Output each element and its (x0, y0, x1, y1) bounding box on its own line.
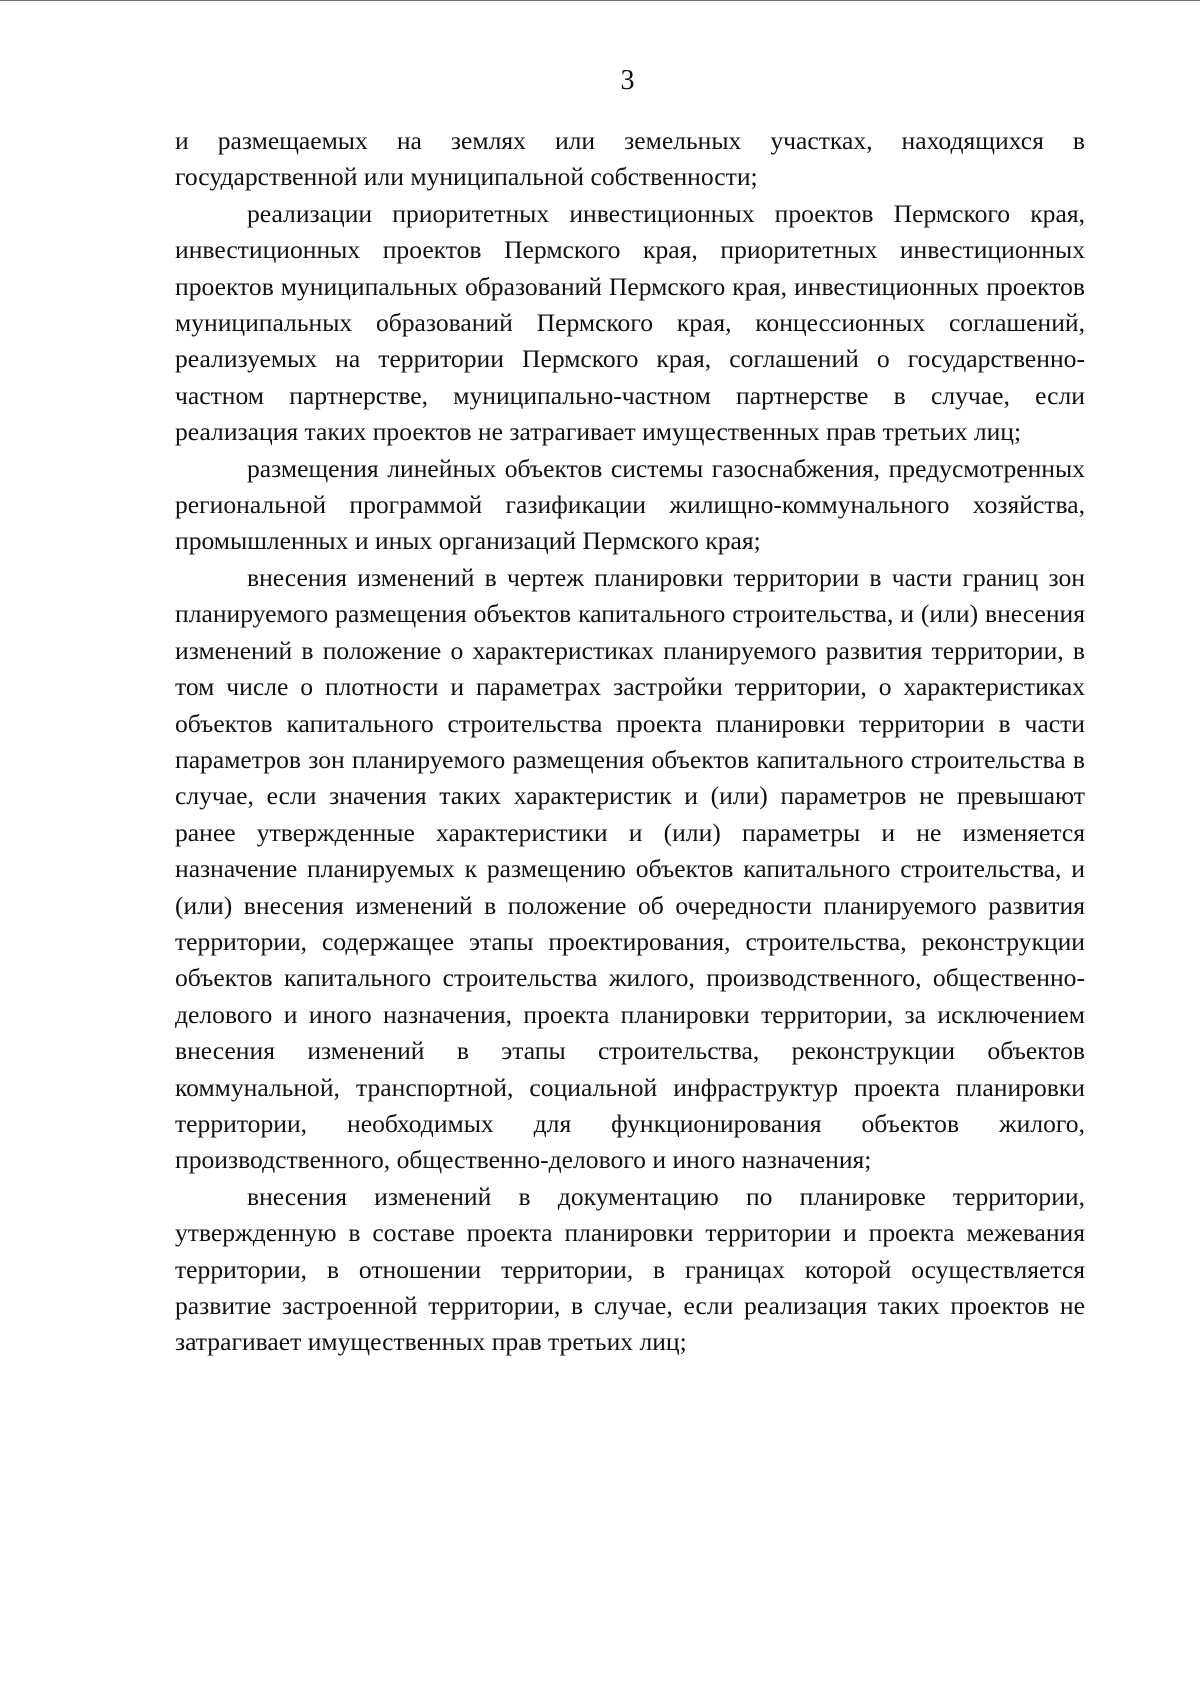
page-number: 3 (620, 65, 635, 96)
paragraph-land-plots: и размещаемых на землях или земельных участках, находящихся в государственной или муниципальной собственности; (175, 126, 1085, 192)
paragraph-gas-supply: размещения линейных объектов системы газоснабжения, предусмотренных региональной программой газификации жилищно-коммунального хозяйства, промышленных и иных организаций Пермского края; (175, 453, 1085, 556)
paragraph-planning-changes: внесения изменений в чертеж планировки территории в части границ зон планируемого размещения объектов капитального строительства, и (или) внесения изменений в положение о характеристиках планируемого развития территории, в том числе о плотности и параметрах застройки территории, о характеристиках объектов капитального строительства проекта планировки территории в части параметров зон планируемого размещения объектов капитального строительства в случае, если значения таких характеристик и (или) параметров не превышают ранее утвержденные характеристики и (или) параметры и не изменяется назначение планируемых к размещению объектов капитального строительства, и (или) внесения изменений в положение об очередности планируемого развития территории, содержащее этапы проектирования, строительства, реконструкции объектов капитального строительства жилого, производственного, общественно-делового и иного назначения, проекта планировки территории, за исключением внесения изменений в этапы строительства, реконструкции объектов коммунальной, транспортной, социальной инфраструктур проекта планировки территории, необходимых для функционирования объектов жилого, производственного, общественно-делового и иного назначения; (175, 562, 1085, 1175)
paragraph-investment-projects: реализации приоритетных инвестиционных проектов Пермского края, инвестиционных проектов Пермского края, приоритетных инвестиционных проектов муниципальных образований Пермского края, инвестиционных проектов муниципальных образований Пермского края, концессионных соглашений, реализуемых на территории Пермского края, соглашений о государственно-частном партнерстве, муниципально-частном партнерстве в случае, если реализация таких проектов не затрагивает имущественных прав третьих лиц; (175, 198, 1085, 447)
document-body (175, 123, 1085, 1361)
paragraph-documentation-changes: внесения изменений в документацию по планировке территории, утвержденную в составе проекта планировки территории и проекта межевания территории, в отношении территории, в границах которой осуществляется развитие застроенной территории, в случае, если реализация таких проектов не затрагивает имущественных прав третьих лиц; (175, 1181, 1085, 1357)
